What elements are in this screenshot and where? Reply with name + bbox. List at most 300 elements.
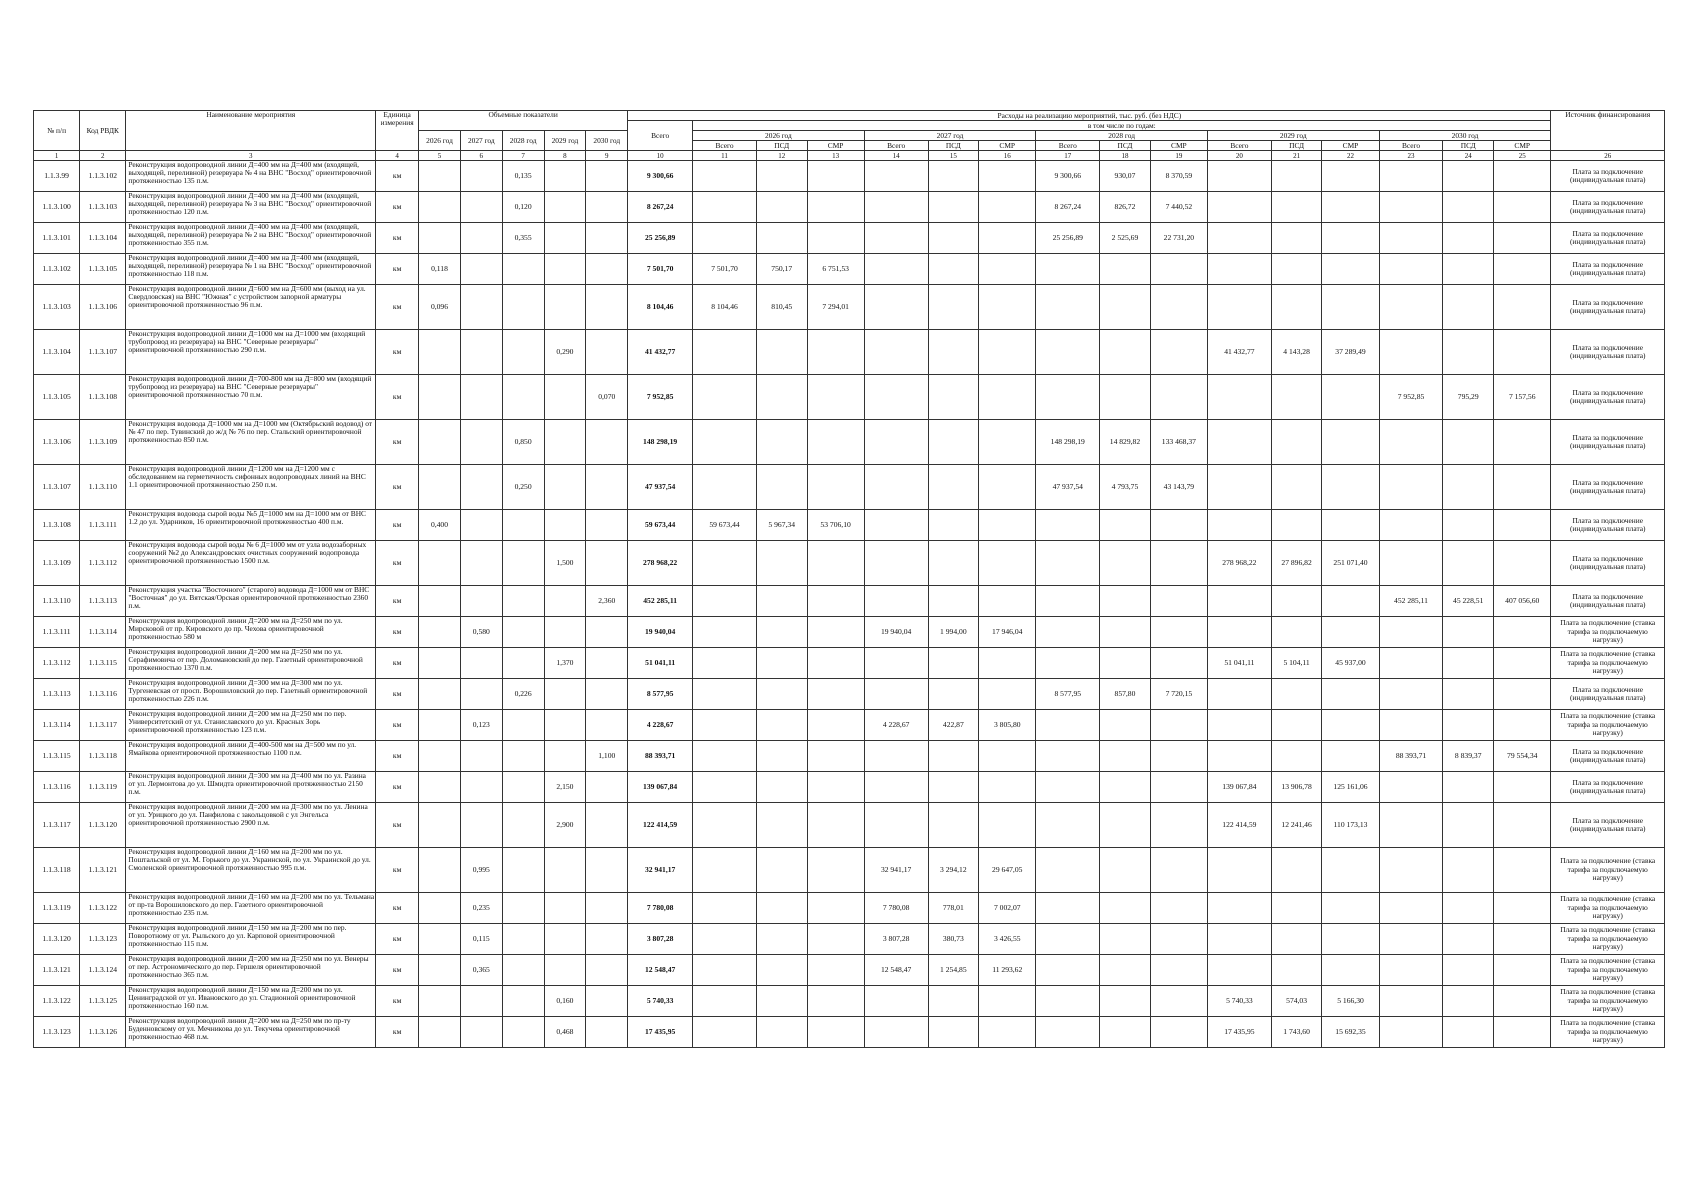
row-volume [502,772,544,803]
row-year-psd [756,648,807,679]
row-year-smr: 79 554,34 [1494,741,1551,772]
row-year-total [1379,679,1443,710]
row-code: 1.1.3.116 [80,679,126,710]
row-year-smr [1150,924,1207,955]
row-number: 1.1.3.107 [34,465,80,510]
row-number: 1.1.3.105 [34,375,80,420]
row-year-psd [928,679,979,710]
row-code: 1.1.3.104 [80,223,126,254]
header-total: Всего [628,121,693,151]
row-volume [586,679,628,710]
row-volume [544,420,586,465]
row-year-smr [1150,541,1207,586]
row-number: 1.1.3.103 [34,285,80,330]
row-year-psd: 422,87 [928,710,979,741]
row-year-total [693,679,757,710]
row-volume [544,679,586,710]
row-year-smr: 53 706,10 [807,510,864,541]
row-volume [419,192,461,223]
row-year-psd [756,848,807,893]
row-year-psd [928,803,979,848]
row-total: 8 104,46 [628,285,693,330]
row-unit: км [376,924,419,955]
column-number: 20 [1207,151,1271,161]
row-year-smr [807,986,864,1017]
row-year-smr [1494,420,1551,465]
row-year-smr [979,420,1036,465]
row-volume [544,161,586,192]
row-year-psd: 810,45 [756,285,807,330]
header-source: Источник финансирования [1551,111,1665,151]
row-year-smr [1150,955,1207,986]
row-volume [586,223,628,254]
row-year-smr [1322,710,1379,741]
row-year-psd: 1 254,85 [928,955,979,986]
row-year-smr [979,254,1036,285]
table-row [34,465,1665,510]
row-volume: 0,120 [502,192,544,223]
row-year-total [1379,710,1443,741]
row-unit: км [376,1017,419,1048]
row-code: 1.1.3.124 [80,955,126,986]
row-unit: км [376,254,419,285]
table-row [34,986,1665,1017]
row-volume [586,986,628,1017]
row-year-smr [807,648,864,679]
row-year-psd: 574,03 [1271,986,1322,1017]
row-year-total [1207,586,1271,617]
row-unit: км [376,465,419,510]
row-volume [419,541,461,586]
column-number: 16 [979,151,1036,161]
row-volume [586,924,628,955]
row-year-total [864,586,928,617]
row-unit: км [376,330,419,375]
row-name: Реконструкция водопроводной линии Д=200 мм на Д=250 мм по пр-ту Буденновскому от ул. Мечникова до ул. Текучева ориентировочной протяженностью 468 п.м. [126,1017,376,1048]
row-year-smr [1494,772,1551,803]
row-year-psd [1443,848,1494,893]
row-year-total: 3 807,28 [864,924,928,955]
row-name: Реконструкция водопроводной линии Д=200 мм на Д=250 мм по ул. Венеры от пер. Астрономического до пер. Гершеля ориентировочной протяженностью 365 п.м. [126,955,376,986]
row-volume [502,375,544,420]
row-year-psd [928,254,979,285]
row-year-total [1207,955,1271,986]
row-year-total [864,330,928,375]
row-volume [544,465,586,510]
header-exp-year: 2029 год [1207,131,1379,141]
row-source: Плата за подключение (индивидуальная плата) [1551,223,1665,254]
row-volume [586,1017,628,1048]
column-number: 22 [1322,151,1379,161]
table-row [34,285,1665,330]
row-year-psd [1443,285,1494,330]
row-year-smr [807,741,864,772]
row-year-total [1207,223,1271,254]
column-number: 18 [1100,151,1151,161]
row-year-total [1207,741,1271,772]
row-year-smr [1322,254,1379,285]
row-volume [502,586,544,617]
row-volume [419,223,461,254]
row-volume [544,955,586,986]
row-volume [544,254,586,285]
column-number: 6 [460,151,502,161]
row-volume [502,924,544,955]
row-year-total [864,986,928,1017]
header-exp-year: 2030 год [1379,131,1551,141]
row-year-smr [1494,679,1551,710]
row-year-smr [807,803,864,848]
row-year-psd [756,223,807,254]
row-year-total [864,679,928,710]
row-year-smr [1322,893,1379,924]
row-name: Реконструкция водопроводной линии Д=150 мм на Д=200 мм по пер. Поворотному от ул. Рыльского до ул. Карповой ориентировочной протяженностью 115 п.м. [126,924,376,955]
row-unit: км [376,648,419,679]
table-row [34,586,1665,617]
row-year-total: 452 285,11 [1379,586,1443,617]
row-volume [419,893,461,924]
row-number: 1.1.3.120 [34,924,80,955]
row-year-smr [807,893,864,924]
row-year-psd [1271,617,1322,648]
header-sub-psd: ПСД [1443,141,1494,151]
row-year-psd [756,465,807,510]
row-year-total [1379,161,1443,192]
row-year-smr [1150,617,1207,648]
row-year-psd: 5 104,11 [1271,648,1322,679]
row-number: 1.1.3.104 [34,330,80,375]
row-year-smr [1322,848,1379,893]
row-year-psd [1271,848,1322,893]
row-volume: 2,900 [544,803,586,848]
row-year-total [864,648,928,679]
row-volume [544,924,586,955]
row-volume [419,772,461,803]
row-year-smr [807,330,864,375]
row-year-smr [1494,285,1551,330]
row-unit: км [376,541,419,586]
row-year-total [1379,772,1443,803]
table-row [34,420,1665,465]
row-name: Реконструкция водопроводной линии Д=1000 мм на Д=1000 мм (входящий трубопровод из резервуара) на ВНС "Северные резервуары" ориентировочной протяженностью 290 п.м. [126,330,376,375]
column-number: 24 [1443,151,1494,161]
row-volume [460,586,502,617]
row-year-total [1207,375,1271,420]
row-year-smr [807,848,864,893]
row-year-smr [979,541,1036,586]
row-year-total [693,330,757,375]
row-year-smr [1150,586,1207,617]
row-year-smr [1322,192,1379,223]
row-total: 5 740,33 [628,986,693,1017]
row-name: Реконструкция водопроводной линии Д=300 мм на Д=400 мм по ул. Разина от ул. Лермонтова до ул. Шмидта ориентировочной протяженностью 2150 п.м. [126,772,376,803]
row-year-psd: 2 525,69 [1100,223,1151,254]
row-year-total [1379,465,1443,510]
row-code: 1.1.3.102 [80,161,126,192]
header-name: Наименование мероприятия [126,111,376,151]
row-source: Плата за подключение (индивидуальная плата) [1551,254,1665,285]
row-year-smr [979,375,1036,420]
row-year-psd [928,330,979,375]
row-code: 1.1.3.117 [80,710,126,741]
row-year-total [693,803,757,848]
row-source: Плата за подключение (индивидуальная плата) [1551,679,1665,710]
row-unit: км [376,223,419,254]
row-year-total [1036,617,1100,648]
row-name: Реконструкция водопроводной линии Д=200 мм на Д=250 мм по пер. Университетский от ул. Станиславского до ул. Красных Зорь ориентировочной протяженностью 123 п.м. [126,710,376,741]
row-volume: 1,100 [586,741,628,772]
row-year-psd [1443,772,1494,803]
row-year-psd [1271,254,1322,285]
row-code: 1.1.3.105 [80,254,126,285]
row-code: 1.1.3.110 [80,465,126,510]
row-name: Реконструкция водопроводной линии Д=700-800 мм на Д=800 мм (входящий трубопровод из резервуара) на ВНС "Северные резервуары" ориентировочной протяженностью 70 п.м. [126,375,376,420]
row-year-psd [1443,541,1494,586]
row-year-psd [1443,161,1494,192]
row-number: 1.1.3.113 [34,679,80,710]
row-volume: 2,150 [544,772,586,803]
row-year-psd [1443,192,1494,223]
row-year-smr [807,772,864,803]
row-number: 1.1.3.109 [34,541,80,586]
row-year-psd [1271,924,1322,955]
row-source: Плата за подключение (ставка тарифа за подключаемую нагрузку) [1551,955,1665,986]
row-year-psd [756,893,807,924]
row-year-psd [1100,617,1151,648]
row-volume [502,285,544,330]
table-row [34,710,1665,741]
row-volume [586,617,628,648]
row-volume [419,617,461,648]
row-year-total [1036,848,1100,893]
header-sub-psd: ПСД [1271,141,1322,151]
row-volume [586,772,628,803]
row-number: 1.1.3.108 [34,510,80,541]
row-year-total [1036,803,1100,848]
row-year-total [1036,1017,1100,1048]
row-source: Плата за подключение (ставка тарифа за подключаемую нагрузку) [1551,648,1665,679]
row-volume [586,955,628,986]
row-volume [586,848,628,893]
row-number: 1.1.3.121 [34,955,80,986]
row-year-psd [1443,254,1494,285]
row-volume [460,679,502,710]
row-year-psd [928,375,979,420]
row-year-psd [1100,772,1151,803]
row-year-total: 4 228,67 [864,710,928,741]
row-year-smr [979,510,1036,541]
row-year-total: 5 740,33 [1207,986,1271,1017]
row-year-smr [1322,285,1379,330]
row-year-smr [1150,375,1207,420]
row-year-smr [807,710,864,741]
row-volume [460,741,502,772]
row-year-smr [1494,254,1551,285]
row-year-psd [1271,741,1322,772]
row-unit: км [376,772,419,803]
row-total: 12 548,47 [628,955,693,986]
row-year-total: 19 940,04 [864,617,928,648]
row-year-psd [756,541,807,586]
row-volume: 0,250 [502,465,544,510]
row-year-total [864,803,928,848]
header-vol-year: 2026 год [419,131,461,151]
row-year-psd: 380,73 [928,924,979,955]
row-number: 1.1.3.100 [34,192,80,223]
header-sub-psd: ПСД [756,141,807,151]
row-volume [544,510,586,541]
row-volume [544,192,586,223]
row-year-total [1036,648,1100,679]
row-volume: 0,365 [460,955,502,986]
column-number: 12 [756,151,807,161]
row-volume [586,710,628,741]
row-year-psd [756,617,807,648]
row-year-total [693,541,757,586]
row-volume [460,772,502,803]
column-number: 3 [126,151,376,161]
row-year-total: 278 968,22 [1207,541,1271,586]
row-year-total [1207,161,1271,192]
row-source: Плата за подключение (индивидуальная плата) [1551,330,1665,375]
row-year-total: 12 548,47 [864,955,928,986]
row-year-psd: 826,72 [1100,192,1151,223]
header-expenses-group: Расходы на реализацию мероприятий, тыс. руб. (без НДС) [628,111,1551,121]
row-code: 1.1.3.113 [80,586,126,617]
row-volume [544,586,586,617]
row-year-total [1036,285,1100,330]
row-volume [502,648,544,679]
row-year-psd [1443,330,1494,375]
table-row [34,541,1665,586]
row-year-total [693,648,757,679]
row-year-total [864,1017,928,1048]
row-year-smr [979,330,1036,375]
row-volume [502,330,544,375]
row-name: Реконструкция водопроводной линии Д=160 мм на Д=200 мм по ул. Тельмана от пр-та Ворошиловского до пер. Газетного ориентировочной протяженностью 235 п.м. [126,893,376,924]
row-volume [419,741,461,772]
row-year-psd [1271,420,1322,465]
row-year-total [864,223,928,254]
row-year-psd [928,420,979,465]
row-year-psd [1443,924,1494,955]
row-volume [419,679,461,710]
row-year-total [1379,510,1443,541]
table-row [34,955,1665,986]
row-volume [544,893,586,924]
row-volume: 0,135 [502,161,544,192]
column-number: 9 [586,151,628,161]
row-year-total [864,741,928,772]
row-year-psd [1100,586,1151,617]
row-year-total [864,772,928,803]
header-sub-smr: СМР [1150,141,1207,151]
row-unit: км [376,803,419,848]
row-year-psd [1271,710,1322,741]
table-row [34,848,1665,893]
row-year-smr [979,285,1036,330]
row-volume: 0,096 [419,285,461,330]
row-name: Реконструкция водопроводной линии Д=400 мм на Д=400 мм (входящей, выходящей, переливной) резервуара № 1 на ВНС "Восход" ориентировочной протяженностью 118 п.м. [126,254,376,285]
row-year-smr [1322,924,1379,955]
row-total: 59 673,44 [628,510,693,541]
row-year-smr: 3 426,55 [979,924,1036,955]
row-source: Плата за подключение (ставка тарифа за подключаемую нагрузку) [1551,710,1665,741]
row-code: 1.1.3.108 [80,375,126,420]
row-volume: 0,226 [502,679,544,710]
row-volume [586,420,628,465]
row-year-psd: 14 829,82 [1100,420,1151,465]
row-year-smr: 37 289,49 [1322,330,1379,375]
row-year-total [1379,803,1443,848]
row-year-total [1207,285,1271,330]
row-source: Плата за подключение (индивидуальная плата) [1551,161,1665,192]
row-year-psd [1271,192,1322,223]
row-volume [460,285,502,330]
row-volume [460,803,502,848]
row-volume [502,617,544,648]
row-source: Плата за подключение (индивидуальная плата) [1551,541,1665,586]
row-year-psd [1100,648,1151,679]
row-year-smr [1494,803,1551,848]
row-year-total: 41 432,77 [1207,330,1271,375]
row-source: Плата за подключение (ставка тарифа за подключаемую нагрузку) [1551,848,1665,893]
row-year-total [1379,1017,1443,1048]
row-year-total [1036,710,1100,741]
row-volume [502,510,544,541]
row-year-psd [756,330,807,375]
row-source: Плата за подключение (индивидуальная плата) [1551,375,1665,420]
row-volume [502,541,544,586]
document-page [33,110,1665,1048]
row-year-psd [756,986,807,1017]
column-number: 7 [502,151,544,161]
row-unit: км [376,741,419,772]
row-year-smr [979,741,1036,772]
row-source: Плата за подключение (индивидуальная плата) [1551,741,1665,772]
row-source: Плата за подключение (ставка тарифа за подключаемую нагрузку) [1551,1017,1665,1048]
row-name: Реконструкция участка "Восточного" (старого) водовода Д=1000 мм от ВНС "Восточная" до ул. Вятская/Орская ориентировочной протяженностью 2360 п.м. [126,586,376,617]
header-vol-year: 2028 год [502,131,544,151]
row-total: 88 393,71 [628,741,693,772]
row-year-total [693,1017,757,1048]
row-total: 8 267,24 [628,192,693,223]
row-year-total: 148 298,19 [1036,420,1100,465]
row-volume [586,192,628,223]
header-unit: Единица измерения [376,111,419,151]
row-year-total [1036,741,1100,772]
row-code: 1.1.3.121 [80,848,126,893]
row-code: 1.1.3.112 [80,541,126,586]
row-code: 1.1.3.103 [80,192,126,223]
row-source: Плата за подключение (индивидуальная плата) [1551,465,1665,510]
row-number: 1.1.3.101 [34,223,80,254]
row-year-smr [1150,741,1207,772]
row-year-smr [1150,803,1207,848]
row-name: Реконструкция водопроводной линии Д=200 мм на Д=300 мм по ул. Ленина от ул. Урицкого до ул. Панфилова с закольцовкой с ул Энгельса ориентировочной протяженностью 2900 п.м. [126,803,376,848]
row-year-psd [928,223,979,254]
row-year-smr [1322,510,1379,541]
row-year-total: 8 267,24 [1036,192,1100,223]
row-total: 41 432,77 [628,330,693,375]
row-volume [460,465,502,510]
row-volume [460,375,502,420]
table-row [34,617,1665,648]
row-year-smr: 7 157,56 [1494,375,1551,420]
row-year-total [1207,192,1271,223]
table-row [34,510,1665,541]
row-year-total [693,741,757,772]
